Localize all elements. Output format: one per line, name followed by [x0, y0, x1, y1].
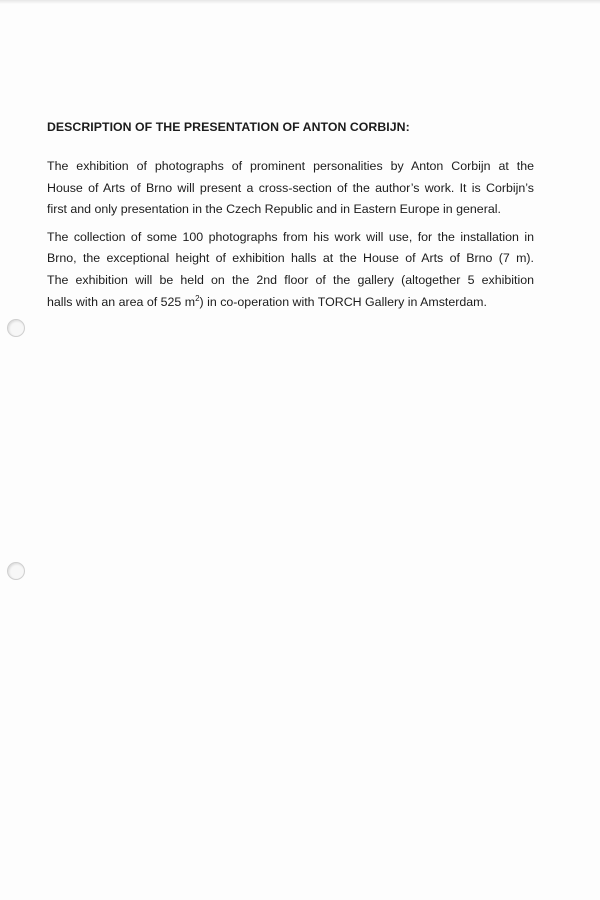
paragraph-1-line-2: House of Arts of Brno will present a cross-section of the author’s work. It is Corbijn’s	[47, 180, 534, 195]
paragraph-2-line-4-end: ) in co-operation with TORCH Gallery in Amsterdam.	[199, 294, 487, 309]
paragraph-2-line-2: Brno, the exceptional height of exhibition halls at the House of Arts of Brno (7 m).	[47, 251, 534, 266]
document-heading: DESCRIPTION OF THE PRESENTATION OF ANTON CORBIJN:	[47, 120, 410, 134]
punch-hole-lower	[7, 562, 25, 580]
scan-top-edge	[0, 0, 600, 4]
paragraph-1-line-1: The exhibition of photographs of prominent personalities by Anton Corbijn at the	[47, 159, 534, 173]
document-body	[47, 120, 534, 319]
paragraph-2-line-3: The exhibition will be held on the 2nd floor of the gallery (altogether 5 exhibition	[47, 272, 534, 287]
paragraph-1-line-3: first and only presentation in the Czech Republic and in Eastern Europe in general.	[47, 202, 501, 217]
paragraph-2	[47, 227, 534, 313]
paragraph-2-line-4	[47, 292, 534, 314]
paragraph-2-line-1: The collection of some 100 photographs from his work will use, for the installation in	[47, 229, 534, 244]
paragraph-2-line-4-start: halls with an area of 525 m	[47, 294, 196, 309]
area-unit-superscript: 2	[195, 293, 200, 303]
paragraph-1	[47, 156, 534, 221]
punch-hole-upper	[7, 319, 25, 337]
